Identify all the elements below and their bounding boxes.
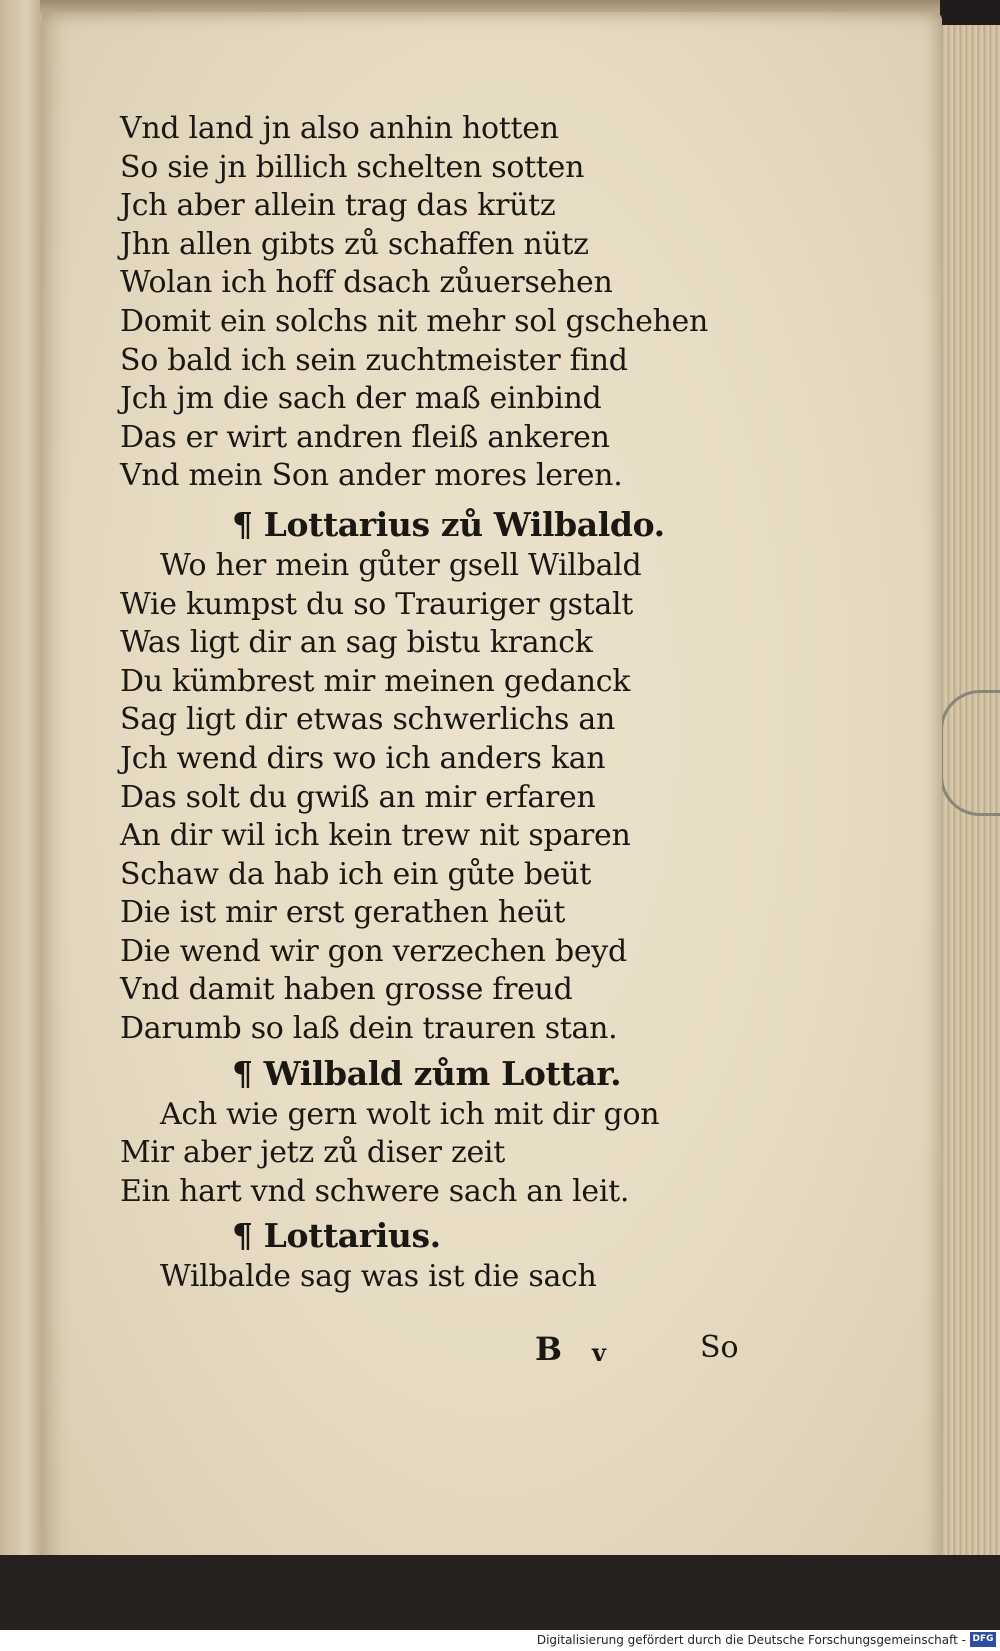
verse-block-1 bbox=[120, 110, 760, 496]
verse-line: Wilbalde sag was ist die sach bbox=[160, 1259, 597, 1295]
verse-block-2 bbox=[120, 547, 760, 1049]
verse-line: Jch aber allein trag das krütz bbox=[120, 188, 556, 224]
verse-line: Sag ligt dir etwas schwerlichs an bbox=[120, 702, 615, 738]
verse-line: Wo her mein gůter gsell Wilbald bbox=[160, 547, 642, 583]
verse-line: Mir aber jetz zů diser zeit bbox=[120, 1135, 505, 1171]
verse-line: So sie jn billich schelten sotten bbox=[120, 149, 585, 185]
text-block bbox=[120, 110, 760, 1297]
catchword: So bbox=[700, 1330, 739, 1365]
verse-line: Jhn allen gibts zů schaffen nütz bbox=[120, 226, 589, 262]
speaker-heading-lottarius-2: ¶ Lottarius. bbox=[232, 1216, 441, 1256]
speaker-heading-wilbald: ¶ Wilbald zům Lottar. bbox=[232, 1053, 622, 1093]
verse-line: Ach wie gern wolt ich mit dir gon bbox=[160, 1096, 660, 1132]
verse-line: Das er wirt andren fleiß ankeren bbox=[120, 419, 610, 455]
clasp bbox=[940, 690, 1000, 816]
verse-line: An dir wil ich kein trew nit sparen bbox=[120, 818, 631, 854]
verse-line: Ein hart vnd schwere sach an leit. bbox=[120, 1173, 630, 1209]
verse-line: Vnd land jn also anhin hotten bbox=[120, 111, 559, 146]
verse-line: Die wend wir gon verzechen beyd bbox=[120, 933, 627, 969]
scan-background bbox=[0, 1555, 1000, 1630]
verse-line: Die ist mir erst gerathen heüt bbox=[120, 895, 566, 931]
verse-line: Domit ein solchs nit mehr sol gschehen bbox=[120, 303, 709, 339]
verse-line: Du kümbrest mir meinen gedanck bbox=[120, 663, 631, 699]
verse-line: Was ligt dir an sag bistu kranck bbox=[120, 625, 593, 661]
verse-block-4 bbox=[120, 1258, 760, 1297]
verse-line: Wolan ich hoff dsach zůuersehen bbox=[120, 265, 613, 301]
verse-block-3 bbox=[120, 1096, 760, 1212]
speaker-heading-lottarius: ¶ Lottarius zů Wilbaldo. bbox=[232, 504, 665, 544]
verse-line: So bald ich sein zuchtmeister find bbox=[120, 342, 628, 378]
verse-line: Das solt du gwiß an mir erfaren bbox=[120, 779, 596, 815]
signature-number: v bbox=[592, 1338, 606, 1367]
dfg-logo: DFG bbox=[970, 1632, 996, 1647]
verse-line: Jch wend dirs wo ich anders kan bbox=[120, 740, 606, 776]
verse-line: Vnd damit haben grosse freud bbox=[120, 972, 573, 1008]
verse-line: Schaw da hab ich ein gůte beüt bbox=[120, 856, 592, 892]
verse-line: Darumb so laß dein trauren stan. bbox=[120, 1011, 618, 1047]
verse-line: Wie kumpst du so Trauriger gstalt bbox=[120, 586, 634, 622]
verse-line: Vnd mein Son ander mores leren. bbox=[120, 458, 623, 494]
signature-mark: B bbox=[535, 1330, 563, 1368]
footer-credit: Digitalisierung gefördert durch die Deutsche Forschungsgemeinschaft - bbox=[536, 1633, 966, 1647]
book-left-edge bbox=[0, 0, 47, 1560]
verse-line: Jch jm die sach der maß einbind bbox=[120, 381, 602, 417]
